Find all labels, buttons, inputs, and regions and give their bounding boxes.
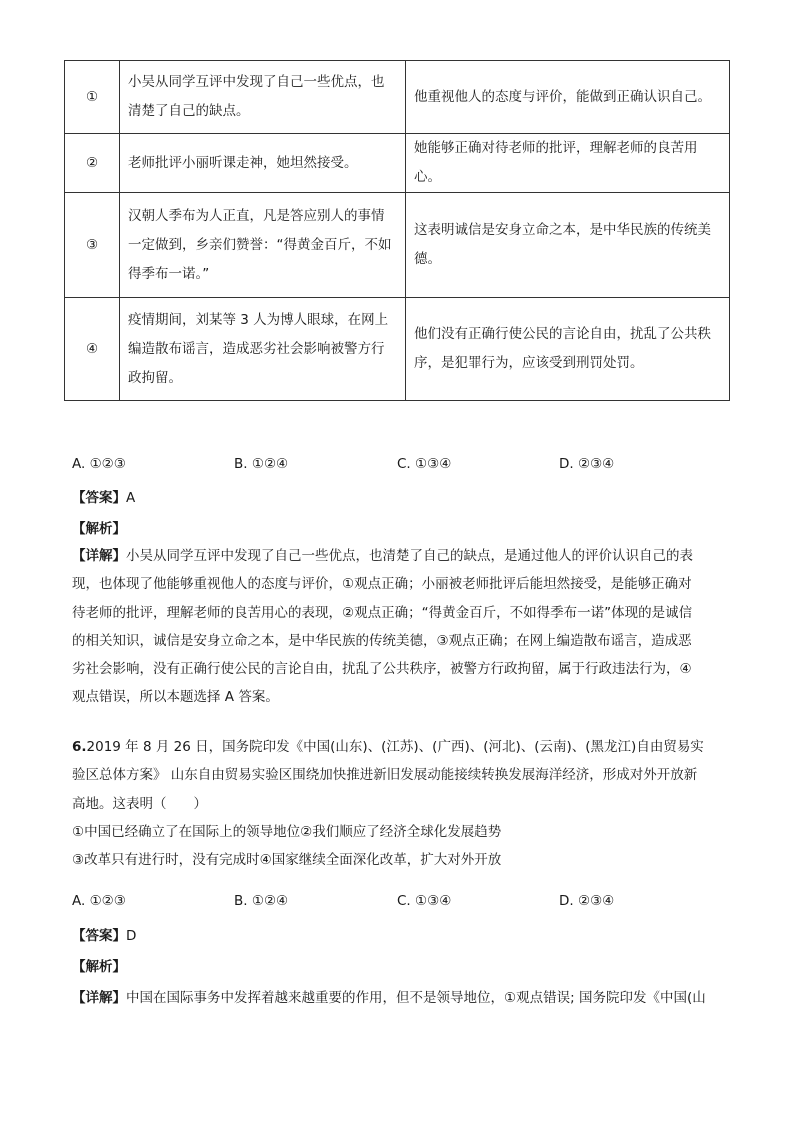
detail-tag: 【详解】 <box>72 548 126 564</box>
option-c: C. ①③④ <box>397 893 452 909</box>
choice-line: ①中国已经确立了在国际上的领导地位②我们顺应了经济全球化发展趋势 <box>72 823 502 840</box>
viewpoint-cell <box>406 134 730 193</box>
viewpoint-line: 德。 <box>414 251 441 267</box>
answer-tag: 【答案】 <box>72 928 126 944</box>
case-line: 一定做到，乡亲们赞誉：“得黄金百斤，不如 <box>128 236 392 253</box>
case-line: 老师批评小丽听课走神，她坦然接受。 <box>128 154 358 171</box>
detail-text: 小吴从同学互评中发现了自己一些优点，也清楚了自己的缺点，是通过他人的评价认识自己的表 <box>126 548 693 564</box>
case-cell <box>120 134 406 193</box>
viewpoint-line: 她能够正确对待老师的批评，理解老师的良苦用心。 <box>414 140 698 185</box>
question-5-options <box>72 456 692 476</box>
stem-line: 验区总体方案》 山东自由贸易实验区围绕加快推进新旧发展动能接续转换发展海洋经济，形成对外开放新 <box>72 767 698 784</box>
detail-line: 劣社会影响，没有正确行使公民的言论自由，扰乱了公共秩序，被警方行政拘留，属于行政违法行为，④ <box>72 661 692 678</box>
question-6-options <box>72 893 692 913</box>
case-line: 疫情期间，刘某等 3 人为博人眼球，在网上 <box>128 311 389 328</box>
answer-tag: 【答案】 <box>72 490 126 506</box>
detail-text: 中国在国际事务中发挥着越来越重要的作用，但不是领导地位，①观点错误; 国务院印发《中国(山 <box>126 990 706 1006</box>
viewpoint-cell <box>406 298 730 401</box>
question-5-answer <box>72 486 727 506</box>
option-d: D. ②③④ <box>559 456 615 472</box>
viewpoint-line: 他们没有正确行使公民的言论自由，扰乱了公共秩 <box>414 326 711 342</box>
detail-tag: 【详解】 <box>72 990 126 1006</box>
row-number: ① <box>65 61 120 134</box>
analysis-tag: 【解析】 <box>72 959 126 975</box>
case-line: 得季布一诺。” <box>128 265 210 282</box>
option-d: D. ②③④ <box>559 893 615 909</box>
case-line: 汉朝人季布为人正直，凡是答应别人的事情 <box>128 207 385 224</box>
option-c: C. ①③④ <box>397 456 452 472</box>
option-b: B. ①②④ <box>234 893 289 909</box>
answer-value: A <box>126 490 136 506</box>
detail-line: 现，也体现了他能够重视他人的态度与评价，①观点正确；小丽被老师批评后能坦然接受，是能够正确对 <box>72 576 692 593</box>
viewpoint-line: 这表明诚信是安身立命之本，是中华民族的传统美 <box>414 222 711 238</box>
question-5-analysis-heading <box>72 517 727 537</box>
question-number: 6. <box>72 739 87 755</box>
question-6-stem <box>72 733 728 874</box>
question-5-detail <box>72 542 728 712</box>
case-cell <box>120 298 406 401</box>
viewpoint-line: 他重视他人的态度与评价，能做到正确认识自己。 <box>414 88 711 105</box>
detail-line: 的相关知识，诚信是安身立命之本，是中华民族的传统美德，③观点正确；在网上编造散布谣言，造成恶 <box>72 632 692 649</box>
row-number: ② <box>65 134 120 193</box>
question-6-answer <box>72 924 727 944</box>
case-line: 政拘留。 <box>128 369 182 386</box>
stem-text: 2019 年 8 月 26 日，国务院印发《中国(山东)、(江苏)、(广西)、(河北)、(云南)、(黑龙江)自由贸易实 <box>86 739 704 755</box>
question-6-analysis-heading <box>72 955 727 975</box>
case-line: 小吴从同学互评中发现了自己一些优点，也 <box>128 74 385 90</box>
row-number: ④ <box>65 298 120 401</box>
table-row <box>65 298 730 401</box>
question-6-detail <box>72 986 727 1006</box>
answer-value: D <box>126 928 137 944</box>
detail-line <box>72 542 728 570</box>
question-5-table <box>64 60 730 401</box>
option-b: B. ①②④ <box>234 456 289 472</box>
table-row <box>65 134 730 193</box>
case-cell <box>120 193 406 298</box>
option-a: A. ①②③ <box>72 893 126 909</box>
row-number: ③ <box>65 193 120 298</box>
viewpoint-cell <box>406 193 730 298</box>
stem-line <box>72 733 728 761</box>
detail-line: 观点错误，所以本题选择 A 答案。 <box>72 689 279 706</box>
option-a: A. ①②③ <box>72 456 126 472</box>
case-line: 清楚了自己的缺点。 <box>128 103 250 119</box>
case-cell <box>120 61 406 134</box>
stem-line: 高地。这表明（ ） <box>72 795 207 812</box>
choice-line: ③改革只有进行时，没有完成时④国家继续全面深化改革，扩大对外开放 <box>72 852 502 869</box>
table-row <box>65 61 730 134</box>
table-row <box>65 193 730 298</box>
analysis-tag: 【解析】 <box>72 521 126 537</box>
viewpoint-line: 序，是犯罪行为，应该受到刑罚处罚。 <box>414 355 644 371</box>
detail-line: 待老师的批评，理解老师的良苦用心的表现，②观点正确；“得黄金百斤，不如得季布一诺”体现的是诚信 <box>72 604 693 621</box>
case-line: 编造散布谣言，造成恶劣社会影响被警方行 <box>128 340 385 357</box>
viewpoint-cell <box>406 61 730 134</box>
